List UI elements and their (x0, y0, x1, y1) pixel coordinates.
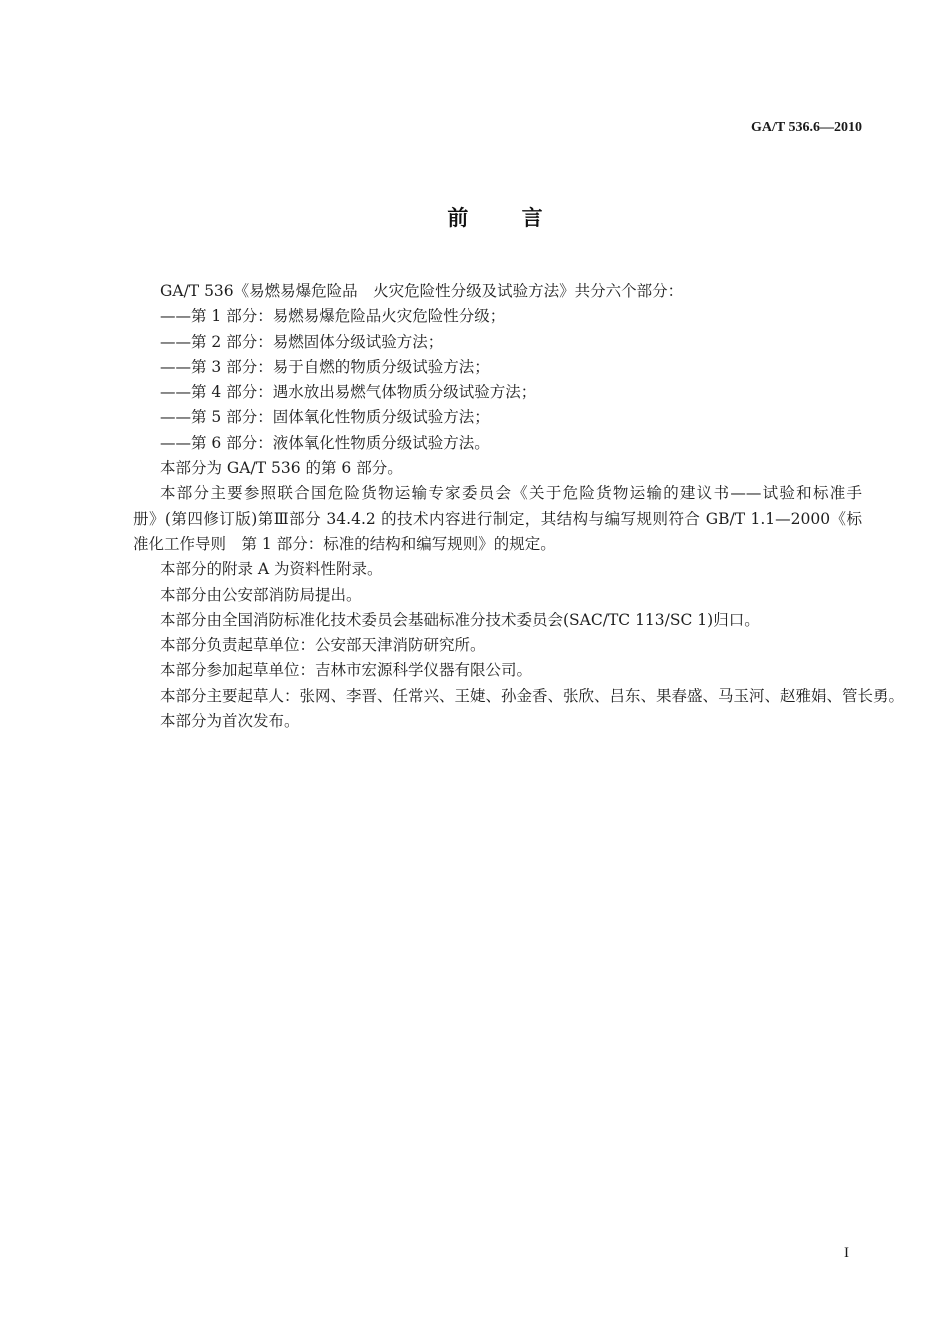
reference-paragraph-line: 本部分主要参照联合国危险货物运输专家委员会《关于危险货物运输的建议书——试验和标准手 (160, 484, 862, 503)
page-number: I (844, 1245, 849, 1261)
centralized-by-statement: 本部分由全国消防标准化技术委员会基础标准分技术委员会(SAC/TC 113/SC 1)归口。 (160, 610, 760, 629)
foreword-body (128, 279, 905, 734)
appendix-statement: 本部分的附录 A 为资料性附录。 (160, 560, 383, 579)
part-list-item: ——第 2 部分：易燃固体分级试验方法； (160, 332, 444, 351)
intro-line: GA/T 536《易燃易爆危险品 火灾危险性分级及试验方法》共分六个部分： (160, 282, 684, 300)
part-list-item: ——第 1 部分：易燃易爆危险品火灾危险性分级； (160, 307, 506, 326)
part-list-item: ——第 5 部分：固体氧化性物质分级试验方法； (160, 408, 490, 427)
proposed-by-statement: 本部分由公安部消防局提出。 (160, 585, 362, 604)
drafting-unit-statement: 本部分负责起草单位：公安部天津消防研究所。 (160, 636, 486, 655)
reference-paragraph-line: 准化工作导则 第 1 部分：标准的结构和编写规则》的规定。 (133, 534, 556, 553)
release-statement: 本部分为首次发布。 (160, 712, 300, 731)
part-statement: 本部分为 GA/T 536 的第 6 部分。 (160, 459, 403, 478)
drafters-statement: 本部分主要起草人：张网、李晋、任常兴、王婕、孙金香、张欣、吕东、果春盛、马玉河、赵雅娟、管长勇。 (160, 686, 905, 705)
part-list-item: ——第 3 部分：易于自燃的物质分级试验方法； (160, 357, 490, 376)
participating-unit-statement: 本部分参加起草单位：吉林市宏源科学仪器有限公司。 (160, 661, 533, 680)
part-list-item: ——第 6 部分：液体氧化性物质分级试验方法。 (160, 433, 490, 452)
reference-paragraph-line: 册》(第四修订版)第Ⅲ部分 34.4.2 的技术内容进行制定，其结构与编写规则符合 GB/T 1.1—2000《标 (133, 509, 862, 528)
part-list-item: ——第 4 部分：遇水放出易燃气体物质分级试验方法； (160, 383, 537, 402)
standard-number: GA/T 536.6—2010 (751, 120, 862, 135)
page-title: 前 言 (447, 206, 543, 230)
